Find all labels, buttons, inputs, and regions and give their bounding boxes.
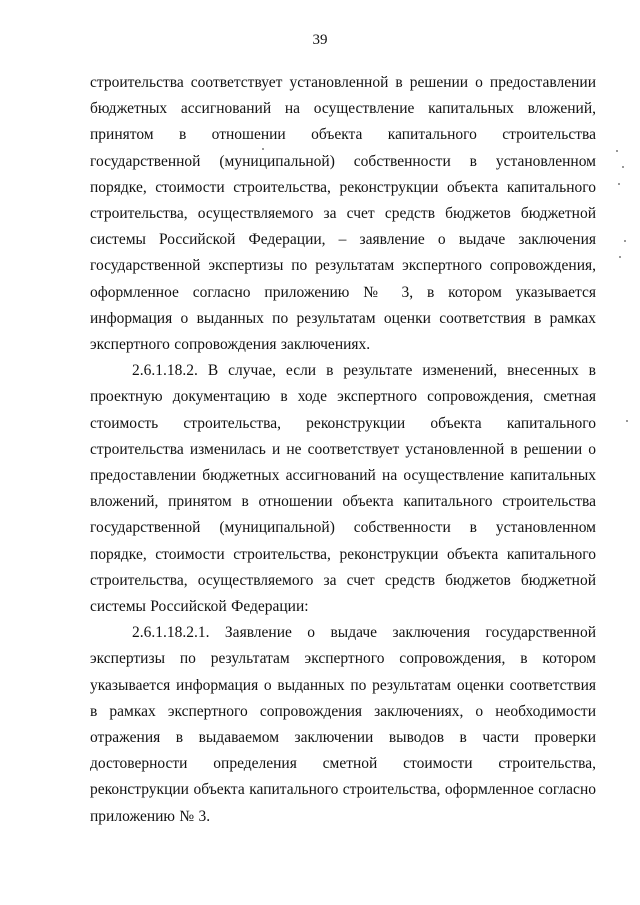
paragraph-clause-2-6-1-18-2: 2.6.1.18.2. В случае, если в результате изменений, внесенных в проектную документацию в ходе экспертного сопровождения, сметная стоимость строительства, реконструкции объекта капитального строительства изменилась и не соответствует установленной в решении о предоставлении бюджетных ассигнований на осуществление капитальных вложений, принятом в отношении объекта капитального строительства государственной (муниципальной) собственности в установленном порядке, стоимости строительства, реконструкции объекта капитального строительства, осуществляемого за счет средств бюджетов бюджетной системы Российской Федерации: [90,362,596,616]
page-number: 39 [312,32,328,48]
scan-speck [616,150,618,152]
scan-speck [626,420,628,422]
paragraph-clause-2-6-1-18-2-1: 2.6.1.18.2.1. Заявление о выдаче заключения государственной экспертизы по результатам экспертного сопровождения, в котором указывается информация о выданных по результатам оценки соответствия в рамках экспертного сопровождения заключениях, о необходимости отражения в выдаваемом заключении выводов в части проверки достоверности определения сметной стоимости строительства, реконструкции объекта капитального строительства, оформленное согласно приложению № 3. [90,624,596,825]
scan-speck [619,256,621,258]
scan-speck [618,183,620,185]
scan-speck [624,240,626,242]
paragraph-continuation: строительства соответствует установленной в решении о предоставлении бюджетных ассигнований на осуществление капитальных вложений, принятом в отношении объекта капитального строительства государственной (муниципальной) собственности в установленном порядке, стоимости строительства, реконструкции объекта капитального строительства, осуществляемого за счет средств бюджетов бюджетной системы Российской Федерации, – заявление о выдаче заключения государственной экспертизы по результатам экспертного сопровождения, оформленное согласно приложению № 3, в котором указывается информация о выданных по результатам оценки соответствия в рамках экспертного сопровождения заключениях. [90,74,596,354]
scan-speck [622,166,624,168]
document-body [90,70,596,830]
scan-speck [262,148,264,150]
